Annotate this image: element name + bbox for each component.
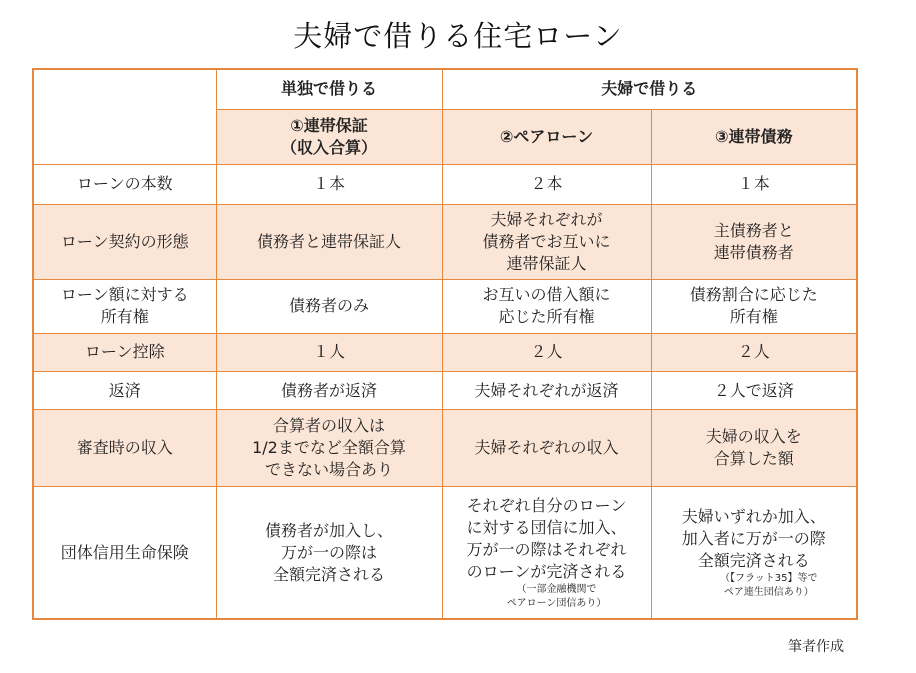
row-label: ローンの本数 bbox=[33, 164, 216, 204]
cell-joint-guarantee: １人 bbox=[216, 333, 442, 371]
cell-pair-loan: ２本 bbox=[442, 164, 651, 204]
cell-pair-loan: それぞれ自分のローン に対する団信に加入、 万が一の際はそれぞれ のローンが完済される （一部金融機関で ペアローン団信あり） bbox=[442, 487, 651, 619]
cell-pair-loan: 夫婦それぞれの収入 bbox=[442, 410, 651, 487]
cell-joint-debt: 債務割合に応じた 所有権 bbox=[651, 279, 857, 333]
cell-pair-loan: 夫婦それぞれが 債務者でお互いに 連帯保証人 bbox=[442, 204, 651, 279]
cell-joint-debt: １本 bbox=[651, 164, 857, 204]
row-label: 団体信用生命保険 bbox=[33, 487, 216, 619]
table-row-screening-income bbox=[33, 410, 857, 487]
cell-pair-loan: ２人 bbox=[442, 333, 651, 371]
table-row-group-life-insurance bbox=[33, 487, 857, 619]
footnote-pair-loan-line2: ペアローン団信あり） bbox=[506, 597, 607, 609]
footnote-joint-debt-line1: （【フラット35】等で bbox=[719, 572, 818, 584]
table-row-loan-count bbox=[33, 164, 857, 204]
footnote-joint-debt-line2: ペア連生団信あり） bbox=[723, 586, 814, 598]
cell-joint-debt: 主債務者と 連帯債務者 bbox=[651, 204, 857, 279]
header-joint-guarantee bbox=[216, 109, 442, 164]
source-credit: 筆者作成 bbox=[788, 639, 844, 655]
row-label: ローン契約の形態 bbox=[33, 204, 216, 279]
comparison-table bbox=[32, 68, 858, 620]
header-row-groups bbox=[33, 69, 857, 109]
table-row-ownership bbox=[33, 279, 857, 333]
header-corner-cell bbox=[33, 69, 216, 164]
cell-joint-guarantee: １本 bbox=[216, 164, 442, 204]
row-label: 審査時の収入 bbox=[33, 410, 216, 487]
row-label: ローン控除 bbox=[33, 333, 216, 371]
page-title: 夫婦で借りる住宅ローン bbox=[293, 19, 623, 53]
cell-pair-loan: 夫婦それぞれが返済 bbox=[442, 372, 651, 410]
table-row-loan-deduction bbox=[33, 333, 857, 371]
header-pair-loan: ②ペアローン bbox=[442, 109, 651, 164]
header-joint-debt: ③連帯債務 bbox=[651, 109, 857, 164]
cell-joint-guarantee: 債務者のみ bbox=[216, 279, 442, 333]
cell-joint-debt: ２人 bbox=[651, 333, 857, 371]
table-row-repayment bbox=[33, 372, 857, 410]
cell-pair-loan: お互いの借入額に 応じた所有権 bbox=[442, 279, 651, 333]
cell-joint-guarantee: 合算者の収入は 1/2までなど全額合算 できない場合あり bbox=[216, 410, 442, 487]
header-joint-guarantee-line2: （収入合算） bbox=[280, 137, 377, 157]
cell-joint-guarantee: 債務者が返済 bbox=[216, 372, 442, 410]
cell-joint-guarantee: 債務者が加入し、 万が一の際は 全額完済される bbox=[216, 487, 442, 619]
cell-joint-debt: 夫婦いずれか加入、 加入者に万が一の際 全額完済される （【フラット35】等で ペア連生団信あり） bbox=[651, 487, 857, 619]
header-single-group: 単独で借りる bbox=[216, 69, 442, 109]
row-label: 返済 bbox=[33, 372, 216, 410]
header-joint-guarantee-line1: ①連帯保証 bbox=[290, 115, 368, 135]
table-row-contract-form bbox=[33, 204, 857, 279]
footnote-pair-loan-line1: （一部金融機関で bbox=[516, 583, 597, 595]
cell-joint-debt: ２人で返済 bbox=[651, 372, 857, 410]
cell-joint-guarantee: 債務者と連帯保証人 bbox=[216, 204, 442, 279]
row-label: ローン額に対する 所有権 bbox=[33, 279, 216, 333]
header-couple-group: 夫婦で借りる bbox=[442, 69, 857, 109]
cell-joint-debt: 夫婦の収入を 合算した額 bbox=[651, 410, 857, 487]
